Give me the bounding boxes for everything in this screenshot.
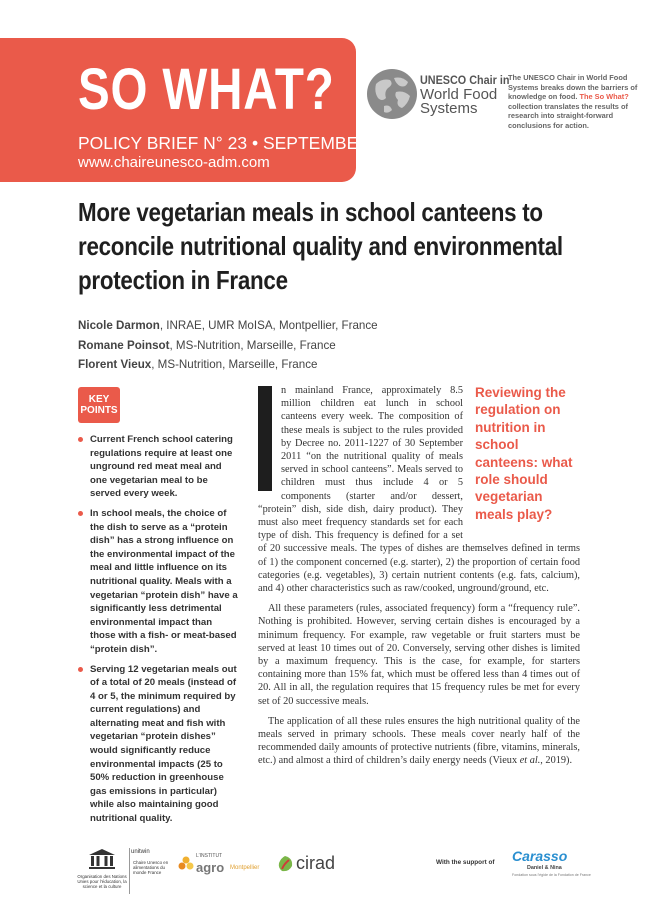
bullet-dot-icon <box>78 437 83 442</box>
chair-desc-highlight: So What? <box>594 92 629 102</box>
cirad-logo: cirad <box>296 853 336 873</box>
bullet-dot-icon <box>78 667 83 672</box>
unitwin-caption: Chaire Unesco en alimentations du monde France <box>133 860 169 875</box>
support-label: With the support of <box>436 859 495 866</box>
author-name: Romane Poinsot <box>78 338 170 352</box>
paragraph-3-text-b: , 2019). <box>540 755 573 767</box>
brief-title <box>78 195 563 297</box>
unesco-temple-icon <box>87 848 117 870</box>
agro-flower-icon <box>178 856 194 872</box>
author-entry <box>78 355 378 375</box>
collection-brand-title: SO WHAT? <box>78 57 335 122</box>
chair-desc-text-a: The UNESCO Chair in World Food Systems breaks down the barriers of knowledge on food. <box>508 73 638 102</box>
paragraph-1-text: n mainland France, approximately 8.5 million children eat lunch in school canteens every week. The composition of these meals is subject to the rules provided by Decree no. 2011-1227 of 30 September 2011 “on the nutritional quality of meals served in school canteens”. Meals served to children must thus include 4 or 5 components (starter and/or dessert, “protein” dish, side dish, dairy product). They must also meet frequency standards set for each type of dish. This frequency is defined for a set of 20 successive meals. The types of dishes are themselves defined in terms of 1) the component concerned (e.g. starter), 2) the proportion of certain food categories (e.g. vegetables), 3) certain nutrient contents (e.g. fats, calcium), and 4) other characteristics such as raw/cooked, unground/ground, etc. <box>258 385 580 595</box>
author-affiliation: , MS-Nutrition, Marseille, France <box>151 358 318 371</box>
author-name: Florent Vieux <box>78 358 152 371</box>
paragraph-3-text-a: The application of all these rules ensures the high nutritional quality of the meals served in primary schools. These meals cover nearly half of the recommended daily amounts of protective nutrients (fibre, vitamins, minerals, etc.) and almost a third of children’s daily energy needs (Vieux <box>258 715 580 767</box>
author-name: Nicole Darmon <box>78 319 160 332</box>
key-points-label-1: KEY <box>88 394 110 405</box>
unesco-caption: Organisation des Nations Unies pour l’éducation, la science et la culture <box>77 874 127 889</box>
unesco-chair-name <box>420 73 519 116</box>
unitwin-label: unitwin <box>131 849 150 855</box>
author-affiliation: , MS-Nutrition, Marseille, France <box>169 338 336 352</box>
paragraph-3 <box>258 715 580 768</box>
chair-desc-text-b: The <box>579 92 593 102</box>
agro-institut-label: L’INSTITUT <box>196 853 223 859</box>
author-entry <box>78 336 378 356</box>
website-link[interactable]: www.chaireunesco-adm.com <box>78 154 270 171</box>
key-points-badge <box>78 387 120 423</box>
logo-divider <box>129 848 130 894</box>
key-points-list <box>78 433 240 832</box>
key-points-label-2: POINTS <box>80 405 118 416</box>
paragraph-2: All these parameters (rules, associated frequency) form a “frequency rule”. Nothing is prohibited. However, serving certain dishes is encouraged by a minimum frequency. For example, raw vegetable or fruit starters must be served at least 10 times out of 20. Conversely, serving other dishes is limited by a maximum frequency. This is the case, for example, for starters containing more than 15% fat, which must be offered less than 4 times out of 20. All in all, the regulation requires that 15 frequency rules be met for every set of 20 successive meals. <box>258 603 580 707</box>
authors-list <box>78 316 378 375</box>
policy-brief-number: POLICY BRIEF N° 23 • SEPTEMBER 2022 <box>78 133 415 153</box>
agro-name: agro <box>196 860 225 875</box>
carasso-tagline: Fondation sous l’égide de la Fondation de France <box>512 873 591 877</box>
title-line-2: reconcile nutritional quality and environmental <box>78 231 563 261</box>
cirad-leaf-icon <box>276 855 294 873</box>
chair-line-1: UNESCO Chair in <box>420 73 510 87</box>
paragraph-3-et-al: et al. <box>519 755 541 767</box>
agro-city: Montpellier <box>230 865 260 871</box>
title-line-3: protection in France <box>78 265 288 295</box>
carasso-subtitle: Daniel & Nina <box>527 865 562 871</box>
key-point-item <box>78 433 240 501</box>
key-point-text: Serving 12 vegetarian meals out of a total of 20 meals (instead of 4 or 5, the minimum required by current regulations) and alternating meat and fish with vegetarian “protein dishes” would significantly reduce environmental impacts (25 to 50% reduction in greenhouse gas emissions in particular) while also maintaining good nutritional quality. <box>90 663 237 825</box>
key-point-text: Current French school catering regulations require at least one unground red meat meal and one vegetarian meal to be served every week. <box>90 434 233 500</box>
footer-logos <box>0 840 659 920</box>
author-affiliation: , INRAE, UMR MoISA, Montpellier, France <box>159 319 378 332</box>
chair-line-2: World Food <box>420 86 498 103</box>
pull-quote: Reviewing the regulation on nutrition in school canteens: what role should vegetarian meals play? <box>475 385 573 522</box>
bullet-dot-icon <box>78 511 83 516</box>
chair-description <box>508 73 644 131</box>
chair-desc-text-c: collection translates the results of research into straight-forward conclusions for action. <box>508 101 628 130</box>
globe-icon <box>366 68 418 120</box>
key-point-text: In school meals, the choice of the dish to serve as a “protein dish” has a strong influence on the environmental impact of the meal and little influence on its nutritional quality. Meals with a vegetarian “protein dish” have a significantly less detrimental environmental impact than those with a fish- or meat-based “protein dish”. <box>90 507 238 655</box>
author-entry <box>78 316 378 336</box>
key-point-item <box>78 507 240 657</box>
carasso-logo: Carasso <box>512 848 568 864</box>
chair-line-3: Systems <box>420 100 478 117</box>
drop-cap-bar <box>258 386 272 491</box>
title-line-1: More vegetarian meals in school canteens to <box>78 197 543 227</box>
main-article-body <box>258 384 580 775</box>
key-point-item <box>78 663 240 826</box>
